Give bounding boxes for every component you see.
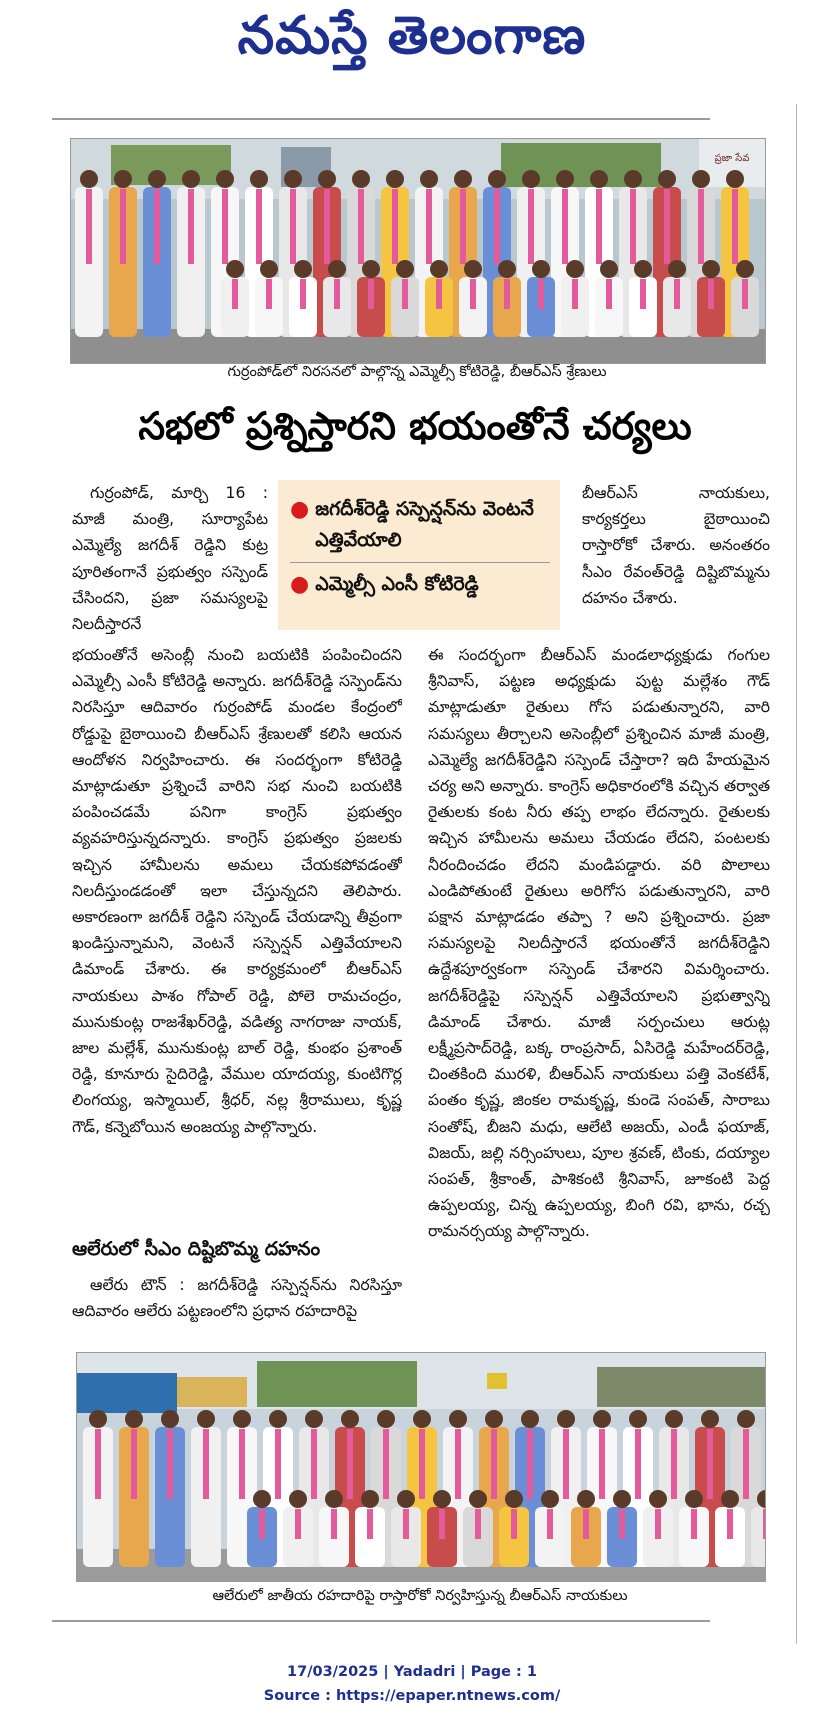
photo-scarf — [630, 189, 636, 264]
photo-head — [216, 170, 234, 188]
photo-scarf — [491, 1429, 497, 1499]
photo-head — [702, 260, 720, 278]
photo-scarf — [222, 189, 228, 264]
masthead-title: నమస్తే తెలంగాణ — [237, 6, 587, 66]
photo-scarf — [538, 279, 544, 309]
photo-head — [328, 260, 346, 278]
photo-head — [182, 170, 200, 188]
photo-scarf — [266, 279, 272, 309]
photo-scarf — [562, 189, 568, 264]
photo-head — [557, 1410, 575, 1428]
photo-scarf — [528, 189, 534, 264]
top-photo — [70, 138, 766, 364]
photo-head — [600, 260, 618, 278]
photo-scarf — [742, 279, 748, 309]
photo-head — [362, 260, 380, 278]
photo-scarf — [419, 1429, 425, 1499]
photo-scarf — [439, 1509, 445, 1539]
photo-head — [488, 170, 506, 188]
footer-source-line: Source : https://epaper.ntnews.com/ — [263, 1688, 561, 1704]
photo-scarf — [504, 279, 510, 309]
photo-head — [430, 260, 448, 278]
photo-scarf — [606, 279, 612, 309]
photo-scarf — [640, 279, 646, 309]
photo-head — [449, 1410, 467, 1428]
photo-head — [197, 1410, 215, 1428]
photo-head — [318, 170, 336, 188]
photo-head — [692, 170, 710, 188]
photo-scarf — [167, 1429, 173, 1499]
photo-scarf — [572, 279, 578, 309]
photo-scarf — [460, 189, 466, 264]
photo-person — [751, 1507, 765, 1567]
subhead-paragraph: ఆలేరు టౌన్ : జగదీశ్‌రెడ్డి సస్పెన్షన్‌ను నిరసిస్తూ ఆదివారం ఆలేరు పట్టణంలోని ప్రధాన రహదారిపై — [72, 1276, 402, 1321]
photo-scarf — [154, 189, 160, 264]
photo-scarf — [311, 1429, 317, 1499]
photo-scarf — [95, 1429, 101, 1499]
photo-head — [289, 1490, 307, 1508]
photo-scarf — [655, 1509, 661, 1539]
photo-head — [590, 170, 608, 188]
photo-scarf — [583, 1509, 589, 1539]
photo-scarf — [455, 1429, 461, 1499]
photo-head — [721, 1490, 739, 1508]
photo-scarf — [86, 189, 92, 264]
photo-head — [668, 260, 686, 278]
photo-scarf — [383, 1429, 389, 1499]
column2-top — [582, 480, 770, 642]
photo-head — [649, 1490, 667, 1508]
photo-scarf — [334, 279, 340, 309]
photo-head — [233, 1410, 251, 1428]
photo-scarf — [547, 1509, 553, 1539]
photo-head — [253, 1490, 271, 1508]
top-divider — [52, 118, 710, 120]
photo-head — [613, 1490, 631, 1508]
photo-head — [305, 1410, 323, 1428]
photo-scarf — [674, 279, 680, 309]
photo-head — [377, 1410, 395, 1428]
photo-head — [665, 1410, 683, 1428]
photo-head — [532, 260, 550, 278]
photo-scarf — [635, 1429, 641, 1499]
photo-head — [397, 1490, 415, 1508]
photo-head — [454, 170, 472, 188]
photo-head — [269, 1410, 287, 1428]
column1-body — [72, 642, 402, 1232]
photo-scarf — [436, 279, 442, 309]
photo-scarf — [188, 189, 194, 264]
photo-scarf — [239, 1429, 245, 1499]
bullet-icon: ● — [290, 572, 310, 597]
photo-scarf — [494, 189, 500, 264]
photo-head — [386, 170, 404, 188]
photo-head — [541, 1490, 559, 1508]
photo-head — [485, 1410, 503, 1428]
photo-scarf — [232, 279, 238, 309]
photo-head — [685, 1490, 703, 1508]
photo-scarf — [347, 1429, 353, 1499]
bottom-photo — [76, 1352, 766, 1582]
photo-scarf — [368, 279, 374, 309]
photo-scarf — [707, 1429, 713, 1499]
photo-head — [161, 1410, 179, 1428]
photo-scarf — [563, 1429, 569, 1499]
photo-head — [593, 1410, 611, 1428]
photo-head — [433, 1490, 451, 1508]
photo-scarf — [475, 1509, 481, 1539]
photo-scarf — [324, 189, 330, 264]
photo-scarf — [619, 1509, 625, 1539]
photo-head — [294, 260, 312, 278]
photo-head — [521, 1410, 539, 1428]
photo-scarf — [691, 1509, 697, 1539]
photo-head — [420, 170, 438, 188]
photo-head — [125, 1410, 143, 1428]
intro-paragraph: గుర్రంపోడ్, మార్చి 16 : మాజీ మంత్రి, సూర్యాపేట ఎమ్మెల్యే జగదీశ్ రెడ్డిని కుట్ర పూరితంగానే ప్రభుత్వం సస్పెండ్ చేసిందని, ప్రజా సమస్యలపై నిలదీస్తారనే — [72, 484, 268, 634]
photo-scarf — [426, 189, 432, 264]
photo-head — [89, 1410, 107, 1428]
photo-head — [260, 260, 278, 278]
photo-scarf — [671, 1429, 677, 1499]
photo-head — [737, 1410, 755, 1428]
photo-head — [464, 260, 482, 278]
photo-head — [250, 170, 268, 188]
photo-head — [80, 170, 98, 188]
photo-scarf — [708, 279, 714, 309]
column2-body-paragraph: ఈ సందర్భంగా బీఆర్ఎస్ మండలాధ్యక్షుడు గంగుల శ్రీనివాస్, పట్టణ అధ్యక్షుడు పుట్ట మల్లేశం గౌడ్ మాట్లాడుతూ రైతులు గోస పడుతున్నారని, వారి సమస్యలు తీర్చాలని అసెంబ్లీలో ప్రశ్నించిన మాజీ మంత్రి, ఎమ్మెల్యే జగదీశ్‌రెడ్డిని సస్పెండ్ చేస్తారా? ఇది హేయమైన చర్య అని అన్నారు. కాంగ్రెస్ అధికారంలోకి వచ్చిన తర్వాత రైతులకు కంట నీరు తప్ప లాభం లేదన్నారు. రైతులకు ఇచ్చిన హామీలను అమలు చేయడం లేదని, పంటలకు నీరందించడం లేదని మండిపడ్డారు. వరి పొలాలు ఎండిపోతుంటే రైతులు అరిగోస పడుతున్నారని, వారి పక్షాన మాట్లాడడం తప్పా ? అని ప్రశ్నించారు. ప్రజా సమస్యలపై నిలదీస్తారనే భయంతోనే జగదీశ్‌రెడ్డిని ఉద్దేశపూర్వకంగా సస్పెండ్ చేశారని విమర్శించారు. జగదీశ్‌రెడ్డిపై సస్పెన్షన్ ఎత్తివేయాలని ప్రభుత్వాన్ని డిమాండ్ చేశారు. మాజీ సర్పంచులు ఆరుట్ల లక్ష్మీప్రసాద్‌రెడ్డి, బక్క రాంప్రసాద్, ఏసిరెడ్డి మహేందర్‌రెడ్డి, చింతకింది మురళి, బీఆర్ఎస్ నాయకులు పత్తి వెంకటేశ్, పంతం కృష్ణ, జింకల రామకృష్ణ, కుండె సంపత్, సారాబు సంతోష్, బీజని మధు, ఆలేటి అజయ్, ఎండీ ఫయాజ్, విజయ్, జల్లి నర్సింహులు, పూల శ్రవణ్, టింకు, దయ్యాల సంపత్, శ్రీకాంత్, పాశికంటి శ్రీనివాస్, జూకంటి పెద్ద ఉప్పలయ్య, చిన్న ఉప్పలయ్య, బింగి రవి, భాను, రచ్చ రామనర్సయ్య పాల్గొన్నారు. — [428, 646, 770, 1241]
photo-head — [701, 1410, 719, 1428]
photo-head — [577, 1490, 595, 1508]
photo-head — [284, 170, 302, 188]
photo-scarf — [300, 279, 306, 309]
bottom-photo-caption: ఆలేరులో జాతీయ రహదారిపై రాస్తారోకో నిర్వహిస్తున్న బీఆర్ఎస్ నాయకులు — [212, 1588, 628, 1604]
body-paragraph: భయంతోనే అసెంబ్లీ నుంచి బయటికి పంపించిందని ఎమ్మెల్సీ ఎంసీ కోటిరెడ్డి అన్నారు. జగదీశ్‌రెడ్డి సస్పెండ్‌ను నిరసిస్తూ ఆదివారం గుర్రంపోడ్ మండల కేంద్రంలో రోడ్డుపై బైఠాయించి బీఆర్ఎస్ శ్రేణులతో కలిసి ఆయన ఆందోళన నిర్వహించారు. ఈ సందర్భంగా కోటిరెడ్డి మాట్లాడుతూ ప్రశ్నించే వారిని సభ నుంచి బయటికి పంపించడమే పనిగా కాంగ్రెస్ ప్రభుత్వం వ్యవహరిస్తున్నదన్నారు. కాంగ్రెస్ ప్రభుత్వం ప్రజలకు ఇచ్చిన హామీలను అమలు చేయకపోవడంతో నిలదీస్తుండడంతో ఇలా చేస్తున్నదని తెలిపారు. అకారణంగా జగదీశ్ రెడ్డిని సస్పెండ్ చేయడాన్ని తీవ్రంగా ఖండిస్తున్నామని, వెంటనే సస్పెన్షన్ ఎత్తివేయాలని డిమాండ్ చేశారు. ఈ కార్యక్రమంలో బీఆర్ఎస్ నాయకులు పాశం గోపాల్ రెడ్డి, పోలె రామచంద్రం, మునుకుంట్ల రాజశేఖర్‌రెడ్డి, వడిత్య నాగరాజు నాయక్, జాల మల్లేశ్, మునుకుంట్ల బాల్ రెడ్డి, కుంభం ప్రశాంత్ రెడ్డి, కూనూరు సైదిరెడ్డి, వేముల యాదయ్య, కుంటిగొర్ల లింగయ్య, ఇస్మాయిల్, శ్రీధర్, నల్ల శ్రీరాములు, కృష్ణ గౌడ్, కన్నెబోయిన అంజయ్య పాల్గొన్నారు. — [72, 646, 402, 1136]
photo-scarf — [331, 1509, 337, 1539]
article-headline: సభలో ప్రశ్నిస్తారని భయంతోనే చర్యలు — [138, 404, 692, 448]
photo-scarf — [367, 1509, 373, 1539]
photo-scarf — [203, 1429, 209, 1499]
photo-scarf — [763, 1509, 765, 1539]
photo-head — [658, 170, 676, 188]
photo-head — [114, 170, 132, 188]
photo-scarf — [470, 279, 476, 309]
photo-head — [634, 260, 652, 278]
photo-scarf — [596, 189, 602, 264]
photo-head — [556, 170, 574, 188]
photo-head — [352, 170, 370, 188]
section-subhead: ఆలేరులో సీఎం దిష్టిబొమ్మ దహనం — [72, 1238, 321, 1260]
highlight-divider — [290, 562, 550, 563]
column2-body — [428, 642, 770, 1332]
photo-scarf — [275, 1429, 281, 1499]
bullet-icon: ● — [290, 497, 310, 522]
photo-head — [226, 260, 244, 278]
photo-scarf — [295, 1509, 301, 1539]
photo-scarf — [727, 1509, 733, 1539]
photo-head — [522, 170, 540, 188]
board-sign: ప్రజా సేవ — [714, 153, 750, 164]
photo-head — [413, 1410, 431, 1428]
photo-scarf — [358, 189, 364, 264]
highlight-point-1: జగదీశ్‌రెడ్డి సస్పెన్షన్‌ను వెంటనే ఎత్తివేయాలి — [315, 498, 534, 551]
photo-head — [498, 260, 516, 278]
photo-scarf — [743, 1429, 749, 1499]
photo-head — [148, 170, 166, 188]
photo-head — [325, 1490, 343, 1508]
footer-date-line: 17/03/2025 | Yadadri | Page : 1 — [287, 1664, 537, 1680]
bottom-divider — [52, 1620, 710, 1622]
photo-scarf — [511, 1509, 517, 1539]
highlight-box — [278, 480, 560, 630]
photo-head — [726, 170, 744, 188]
column2-top-paragraph: బీఆర్ఎస్ నాయకులు, కార్యకర్తలు బైఠాయించి రాస్తారోకో చేశారు. అనంతరం సీఎం రేవంత్‌రెడ్డి దిష్టిబొమ్మను దహనం చేశారు. — [582, 484, 770, 607]
photo-scarf — [256, 189, 262, 264]
photo-head — [396, 260, 414, 278]
photo-scarf — [131, 1429, 137, 1499]
photo-scarf — [732, 189, 738, 264]
photo-scarf — [527, 1429, 533, 1499]
photo-scarf — [402, 279, 408, 309]
photo-head — [469, 1490, 487, 1508]
column1-after-subhead — [72, 1272, 402, 1328]
photo-head — [624, 170, 642, 188]
photo-scarf — [290, 189, 296, 264]
column1-intro — [72, 480, 268, 642]
highlight-point-2: ఎమ్మెల్సీ ఎంసీ కోటిరెడ్డి — [315, 573, 479, 595]
photo-head — [361, 1490, 379, 1508]
top-photo-caption: గుర్రంపోడ్‌లో నిరసనలో పాల్గొన్న ఎమ్మెల్సీ కోటిరెడ్డి, బీఆర్ఎస్ శ్రేణులు — [227, 364, 607, 380]
photo-head — [341, 1410, 359, 1428]
photo-scarf — [259, 1509, 265, 1539]
photo-scarf — [698, 189, 704, 264]
photo-head — [736, 260, 754, 278]
photo-scarf — [403, 1509, 409, 1539]
photo-head — [566, 260, 584, 278]
right-margin-line — [796, 104, 797, 1644]
photo-scarf — [664, 189, 670, 264]
photo-scarf — [120, 189, 126, 264]
photo-head — [505, 1490, 523, 1508]
photo-scarf — [392, 189, 398, 264]
photo-head — [629, 1410, 647, 1428]
photo-scarf — [599, 1429, 605, 1499]
